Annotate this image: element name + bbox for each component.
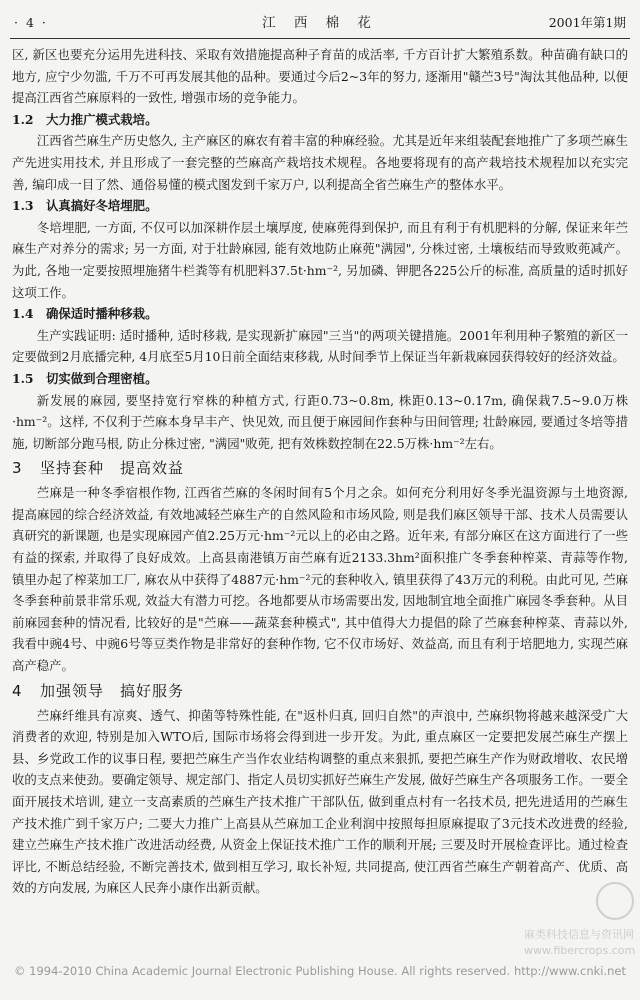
- header-rule: [10, 38, 630, 39]
- section-3-number: 3: [12, 459, 23, 478]
- page-number: · 4 ·: [14, 15, 48, 30]
- section-4-title: 加强领导 搞好服务: [40, 681, 185, 700]
- page-footer: [14, 962, 626, 980]
- article-body: [12, 44, 628, 899]
- footer-url: http://www.cnki.net: [513, 964, 626, 978]
- section-1-5-title: 1.5 切实做到合理密植。: [12, 370, 158, 386]
- paragraph-intro: 区, 新区也要充分运用先进科技、采取有效措施提高种子育苗的成活率, 千方百计扩大繁殖系数。种苗确有缺口的地方, 应宁少勿滥, 千万不可再发展其他的品种。要通过今后2~3年的努力, 逐渐用"赣苎3号"淘汰其他品种, 以便提高江西省苎麻原料的一致性, 增强市场的竞争能力。: [12, 47, 628, 106]
- section-1-4-title: 1.4 确保适时播种移栽。: [12, 306, 158, 322]
- section-1-3-text: 冬培埋肥, 一方面, 不仅可以加深耕作层土壤厚度, 使麻蔸得到保护, 而且有利于有机肥料的分解, 保证来年苎麻生产对养分的需求; 另一方面, 对于壮龄麻园, 能有效地防止麻蔸"满园", 分株过密, 土壤板结而导致败蔸减产。为此, 各地一定要按照埋施猪牛栏粪等有机肥料37.5t·hm⁻², 另加磷、钾肥各225公斤的标准, 高质量的适时抓好这项工作。: [12, 219, 628, 300]
- section-3-title: 坚持套种 提高效益: [40, 459, 185, 478]
- journal-title: 江 西 棉 花: [262, 15, 378, 31]
- watermark-logo-icon: [596, 882, 634, 920]
- section-4-text: 苎麻纤维具有凉爽、透气、抑菌等特殊性能, 在"返朴归真, 回归自然"的声浪中, 苎麻织物将越来越深受广大消费者的欢迎, 特别是加入WTO后, 国际市场将会得到进一步开发。为此, 重点麻区一定要把发展苎麻生产摆上县、乡党政工作的议事日程, 要把苎麻生产当作农业结构调整的重点来狠抓, 要把苎麻生产作为财政增收、农民增收的支点来使劲。要确定领导、规定部门、指定人员切实抓好苎麻生产发展, 做好苎麻生产各项服务工作。一要全面开展技术培训, 建立一支高素质的苎麻生产技术推广干部队伍, 做到重点村有一名技术员, 把先进适用的苎麻生产技术推广到千家万户; 二要大力推广上高县从苎麻加工企业利润中按照每担原麻提取了3元技术改进费的经验, 建立苎麻生产技术推广改进活动经费, 从资金上保证技术推广工作的顺利开展; 三要及时开展检查评比。通过检查评比, 不断总结经验, 不断完善技术, 做到相互学习, 取长补短, 共同提高, 使江西省苎麻生产朝着高产、优质、高效的方向发展, 为麻区人民奔小康作出新贡献。: [12, 707, 628, 896]
- section-1-4-text: 生产实践证明: 适时播种, 适时移栽, 是实现新扩麻园"三当"的两项关键措施。2001年利用种子繁殖的新区一定要做到2月底播完种, 4月底至5月10日前全面结束移栽, 从时间季节上保证当年新栽麻园获得较好的经济效益。: [12, 327, 628, 365]
- section-4-number: 4: [12, 681, 23, 700]
- copyright-notice: © 1994-2010 China Academic Journal Electronic Publishing House. All rights reserved.: [14, 964, 511, 978]
- section-1-5-text: 新发展的麻园, 要坚持宽行窄株的种植方式, 行距0.73~0.8m, 株距0.13~0.17m, 确保栽7.5~9.0万株·hm⁻²。这样, 不仅利于苎麻本身早丰产、快见效, 而且便于麻园间作套种与田间管理; 壮龄麻园, 要通过冬培等措施, 切断部分跑马根, 防止分株过密, "满园"败蔸, 把有效株数控制在22.5万株·hm⁻²左右。: [12, 392, 628, 451]
- section-1-2-title: 1.2 大力推广模式栽培。: [12, 111, 158, 127]
- watermark-line2: www.fibercrops.com: [524, 944, 636, 957]
- section-3-text: 苎麻是一种冬季宿根作物, 江西省苎麻的冬闲时间有5个月之余。如何充分利用好冬季光温资源与土地资源, 提高麻园的综合经济效益, 有效地减轻苎麻生产的自然风险和市场风险, 则是我们麻区领导干部、技术人员需要认真研究的新课题, 也是实现麻园产值2.25万元·hm⁻²元以上的必由之路。近年来, 有部分麻区在这方面进行了一些有益的探索, 并取得了良好成效。上高县南港镇万亩苎麻有近2133.3hm²面积推广冬季套种榨菜、青蒜等作物, 镇里办起了榨菜加工厂, 麻农从中获得了4887元·hm⁻²元的套种收入, 镇里获得了43万元的利税。由此可见, 苎麻冬季套种前景非常乐观, 效益大有潜力可挖。各地都要从市场需要出发, 因地制宜地全面推广麻园冬季套种。从目前麻园套种的情况看, 比较好的是"苎麻——蔬菜套种模式", 其中值得大力提倡的除了苎麻套种榨菜、青蒜以外, 我看中豌4号、中豌6号等豆类作物是非常好的套种作物, 它不仅市场好、效益高, 而且有利于培肥地力, 实现苎麻高产稳产。: [12, 485, 628, 674]
- section-4-heading: [12, 679, 628, 704]
- issue-label: 2001年第1期: [548, 15, 626, 30]
- section-3-heading: [12, 456, 628, 481]
- section-1-3-title: 1.3 认真搞好冬培埋肥。: [12, 198, 158, 214]
- page-header: [14, 12, 626, 34]
- section-1-2-text: 江西省苎麻生产历史悠久, 主产麻区的麻农有着丰富的种麻经验。尤其是近年来组装配套地推广了多项苎麻生产先进实用技术, 并且形成了一套完整的苎麻高产栽培技术规程。各地要将现有的高产栽培技术规程加以充实完善, 编印成一目了然、通俗易懂的模式图发到千家万户, 以利提高全省苎麻生产的整体水平。: [12, 133, 628, 192]
- watermark-line1: 麻类科技信息与资讯网: [524, 928, 634, 941]
